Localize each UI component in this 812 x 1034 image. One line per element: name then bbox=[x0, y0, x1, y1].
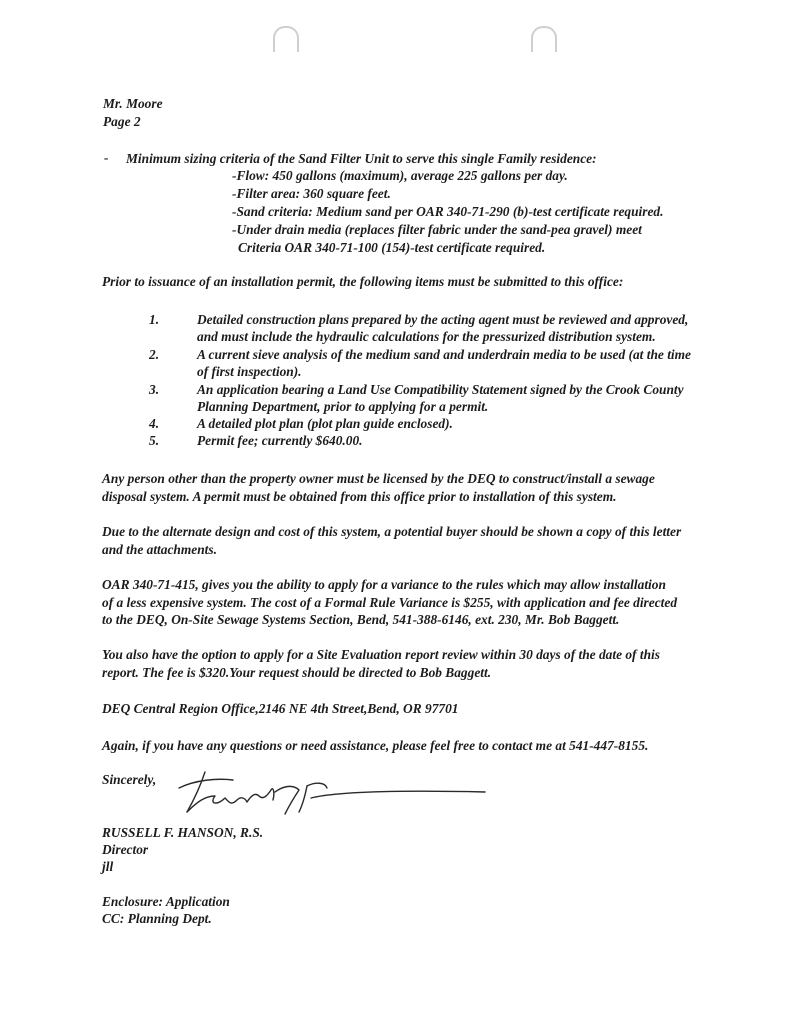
criteria-intro: Minimum sizing criteria of the Sand Filter Unit to serve this single Family residence: bbox=[126, 151, 597, 166]
paragraph-line: report. The fee is $320.Your request should be directed to Bob Baggett. bbox=[102, 664, 492, 680]
paragraph-line: Due to the alternate design and cost of this system, a potential buyer should be shown a copy of this letter bbox=[102, 524, 682, 539]
paragraph-line: OAR 340-71-415, gives you the ability to apply for a variance to the rules which may allow installation bbox=[102, 577, 666, 592]
paragraph-line: disposal system. A permit must be obtained from this office prior to installation of this system. bbox=[102, 488, 617, 504]
criteria-dash: - bbox=[104, 150, 109, 165]
paragraph-line: to the DEQ, On-Site Sewage Systems Section, Bend, 541-388-6146, ext. 230, Mr. Bob Baggett. bbox=[102, 612, 620, 627]
paragraph-line: You also have the option to apply for a Site Evaluation report review within 30 days of the date of this bbox=[102, 647, 660, 662]
item-number: 2. bbox=[149, 347, 160, 362]
criteria-line: -Sand criteria: Medium sand per OAR 340-71-290 (b)-test certificate required. bbox=[232, 204, 664, 219]
punch-hole-left bbox=[273, 26, 299, 52]
handwritten-signature-icon bbox=[175, 762, 495, 826]
signer-name: RUSSELL F. HANSON, R.S. bbox=[102, 825, 264, 840]
design-paragraph bbox=[102, 523, 752, 558]
criteria-line: Criteria OAR 340-71-100 (154)-test certificate required. bbox=[238, 240, 546, 255]
paragraph-line: of a less expensive system. The cost of a Formal Rule Variance is $255, with application and fee directed bbox=[102, 594, 678, 610]
cc-line: CC: Planning Dept. bbox=[102, 911, 212, 926]
prior-intro: Prior to issuance of an installation permit, the following items must be submitted to this office: bbox=[102, 274, 624, 289]
page-number: Page 2 bbox=[103, 114, 141, 129]
item-text bbox=[197, 381, 684, 415]
office-address: DEQ Central Region Office,2146 NE 4th Street,Bend, OR 97701 bbox=[102, 701, 459, 716]
item-number: 5. bbox=[149, 433, 160, 448]
recipient-name: Mr. Moore bbox=[103, 96, 163, 111]
criteria-line: -Flow: 450 gallons (maximum), average 225 gallons per day. bbox=[232, 168, 568, 183]
criteria-list bbox=[232, 167, 663, 257]
item-line: A detailed plot plan (plot plan guide enclosed). bbox=[197, 416, 453, 431]
variance-paragraph bbox=[102, 576, 752, 629]
paragraph-line: and the attachments. bbox=[102, 541, 217, 557]
enclosure-line: Enclosure: Application bbox=[102, 894, 230, 909]
criteria-line: -Under drain media (replaces filter fabric under the sand-pea gravel) meet bbox=[232, 222, 642, 237]
item-line: and must include the hydraulic calculations for the pressurized distribution system. bbox=[197, 329, 656, 344]
item-line: of first inspection). bbox=[197, 364, 302, 379]
review-paragraph bbox=[102, 646, 752, 681]
item-number: 4. bbox=[149, 416, 160, 431]
criteria-line: -Filter area: 360 square feet. bbox=[232, 186, 391, 201]
contact-line: Again, if you have any questions or need assistance, please feel free to contact me at 541-447-8155. bbox=[102, 738, 649, 753]
item-text bbox=[197, 415, 453, 432]
item-line: Planning Department, prior to applying for a permit. bbox=[197, 399, 489, 414]
item-text bbox=[197, 432, 363, 449]
item-number: 3. bbox=[149, 382, 160, 397]
item-line: A current sieve analysis of the medium sand and underdrain media to be used (at the time bbox=[197, 347, 691, 362]
punch-hole-right bbox=[531, 26, 557, 52]
signer-title: Director bbox=[102, 842, 149, 857]
paragraph-line: Any person other than the property owner must be licensed by the DEQ to construct/install a sewage bbox=[102, 471, 655, 486]
salutation: Sincerely, bbox=[102, 772, 157, 787]
item-line: An application bearing a Land Use Compatibility Statement signed by the Crook County bbox=[197, 382, 684, 397]
item-line: Detailed construction plans prepared by the acting agent must be reviewed and approved, bbox=[197, 312, 689, 327]
license-paragraph bbox=[102, 470, 752, 505]
item-text bbox=[197, 346, 691, 380]
item-line: Permit fee; currently $640.00. bbox=[197, 433, 363, 448]
item-number: 1. bbox=[149, 312, 160, 327]
typist-initials: jll bbox=[102, 859, 114, 874]
item-text bbox=[197, 311, 688, 345]
